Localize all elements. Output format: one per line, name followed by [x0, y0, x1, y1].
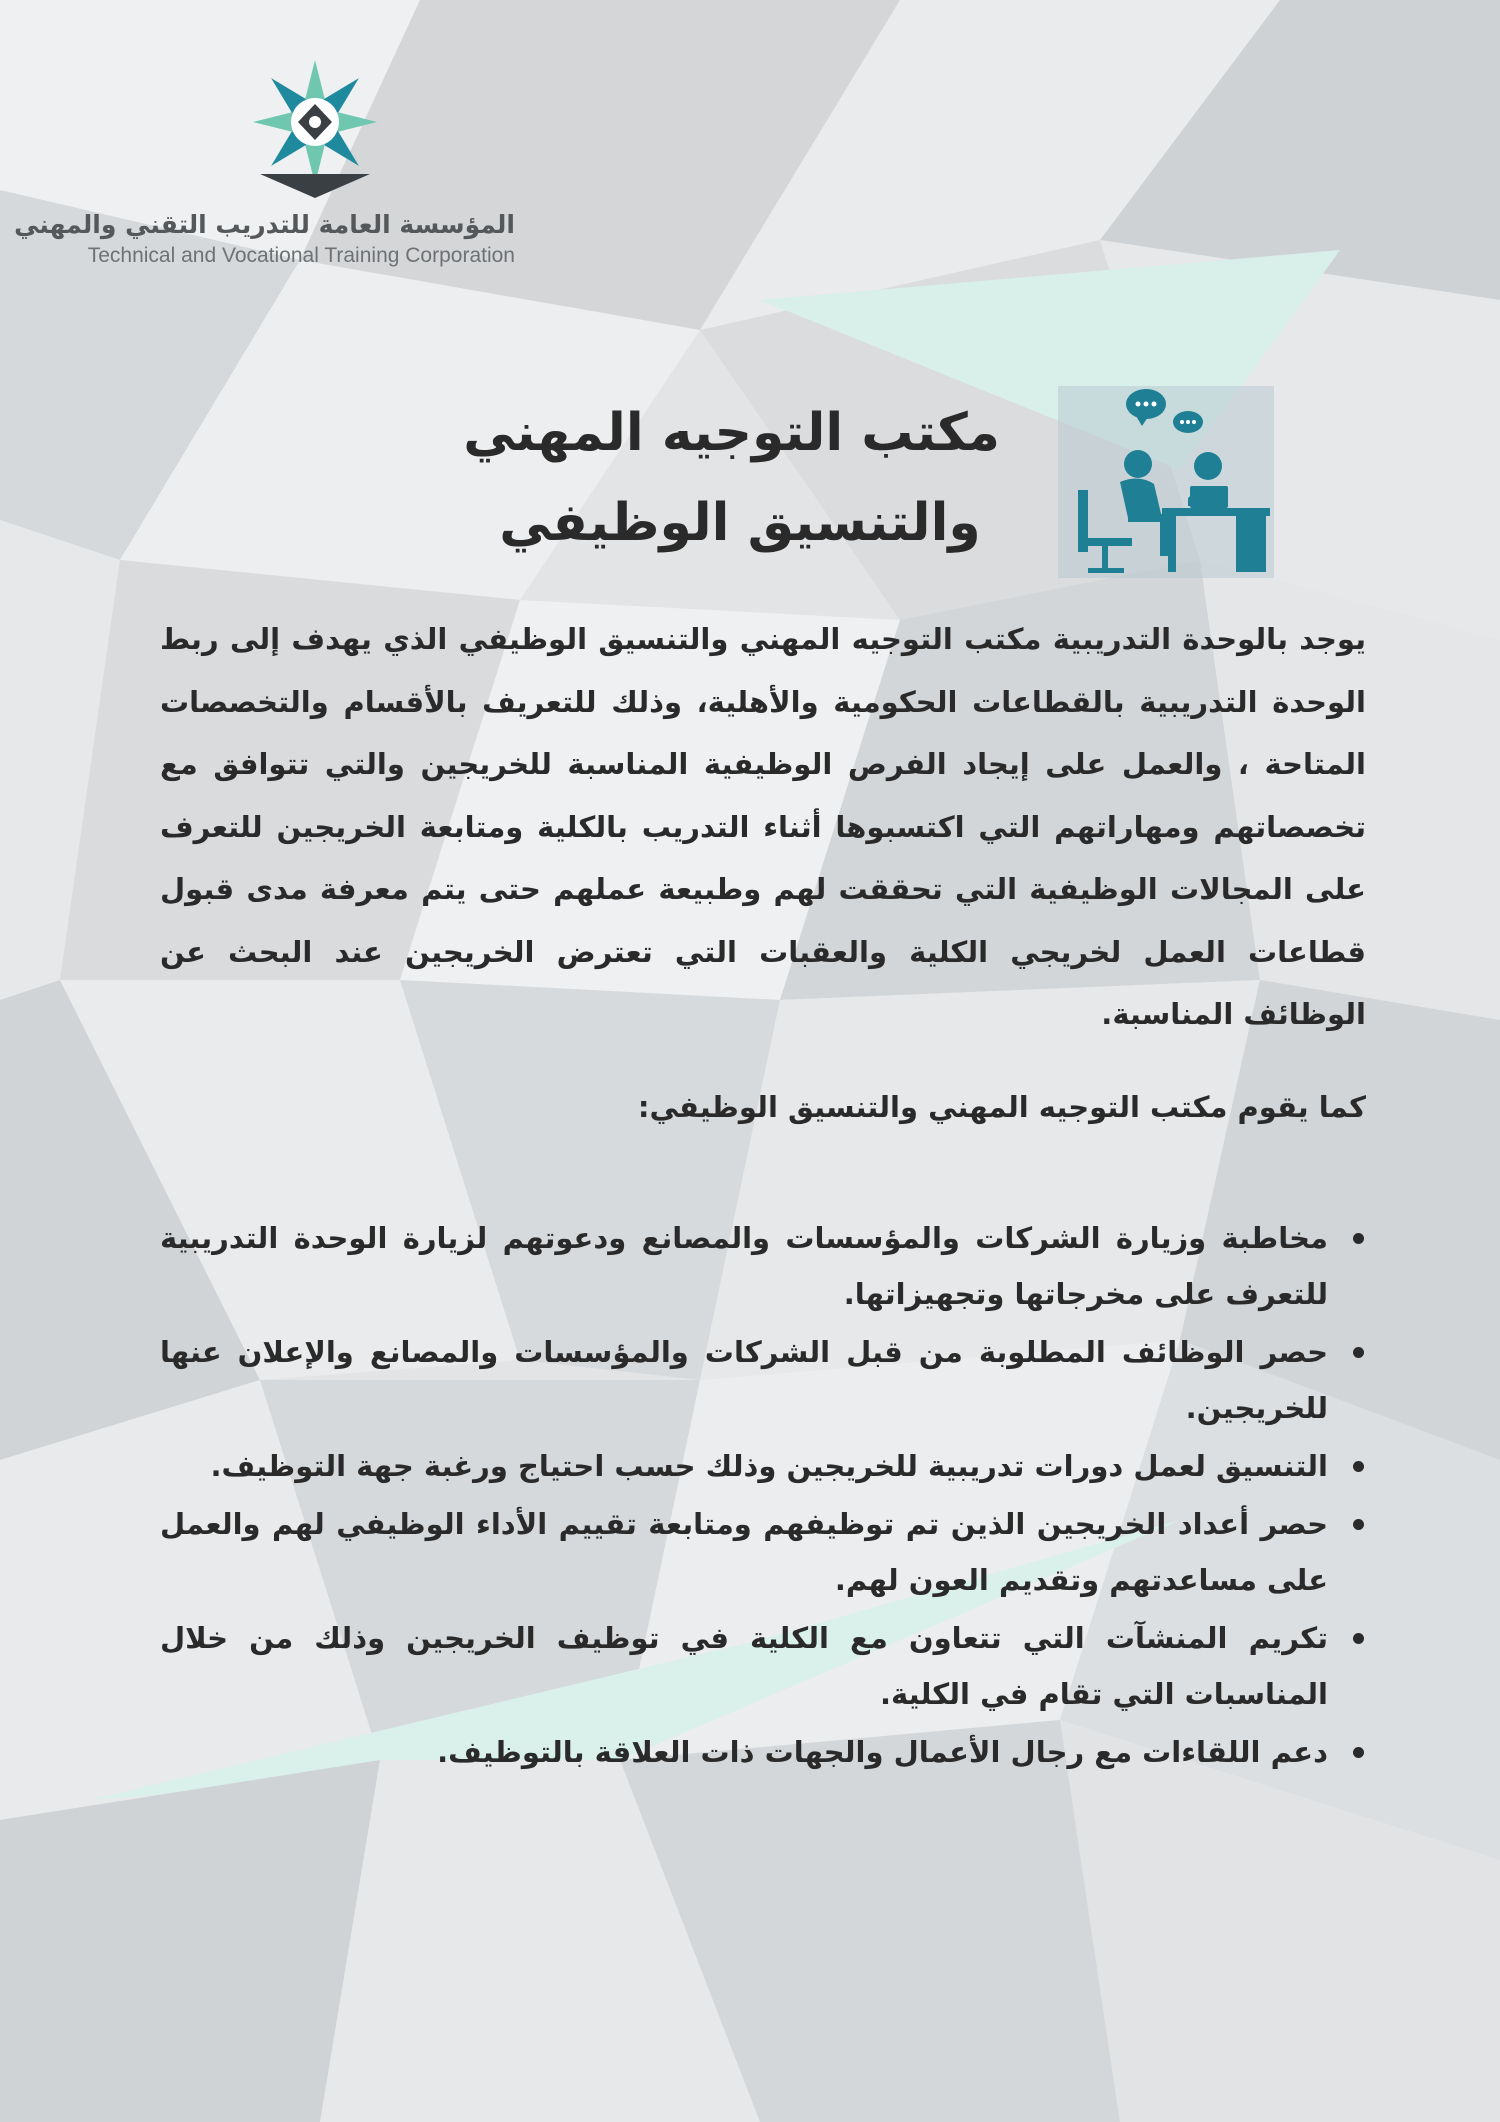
list-item [160, 1496, 1328, 1608]
list-item [160, 1210, 1328, 1322]
bullet-icon [1353, 1519, 1364, 1530]
bullet-icon [1353, 1233, 1364, 1244]
bullet-icon [1353, 1633, 1364, 1644]
page-title [463, 388, 1000, 568]
list-item-text: تكريم المنشآت التي تتعاون مع الكلية في توظيف الخريجين وذلك من خلال المناسبات التي تقام في الكلية. [160, 1621, 1328, 1711]
page-title-line-2: والتنسيق الوظيفي [499, 493, 981, 553]
career-counseling-icon [1058, 386, 1274, 578]
list-item-text: مخاطبة وزيارة الشركات والمؤسسات والمصانع ودعوتهم لزيارة الوحدة التدريبية للتعرف على مخرجاتها وتجهيزاتها. [160, 1221, 1328, 1311]
bullet-icon [1353, 1461, 1364, 1472]
intro-text: يوجد بالوحدة التدريبية مكتب التوجيه المهني والتنسيق الوظيفي الذي يهدف إلى ربط الوحدة التدريبية بالقطاعات الحكومية والأهلية، وذلك للتعريف بالأقسام والتخصصات المتاحة ، والعمل على إيجاد الفرص الوظيفية المناسبة للخريجين والتي تتوافق مع تخصصاتهم ومهاراتهم التي اكتسبوها أثناء التدريب بالكلية ومتابعة الخريجين للتعرف على المجالات الوظيفية التي تحققت لهم وطبيعة عملهم حتى يتم معرفة مدى قبول قطاعات العمل لخريجي الكلية والعقبات التي تعترض الخريجين عند البحث عن الوظائف المناسبة. [160, 622, 1366, 1031]
org-name-arabic: المؤسسة العامة للتدريب التقني والمهني [14, 210, 515, 239]
bullet-icon [1353, 1347, 1364, 1358]
list-item-text: حصر أعداد الخريجين الذين تم توظيفهم ومتابعة تقييم الأداء الوظيفي لهم والعمل على مساعدتهم وتقديم العون لهم. [160, 1507, 1328, 1597]
org-name-english: Technical and Vocational Training Corporation [87, 244, 515, 267]
tasks-list [160, 1210, 1366, 1782]
list-item [160, 1324, 1328, 1436]
list-item [160, 1610, 1328, 1722]
tasks-heading: كما يقوم مكتب التوجيه المهني والتنسيق الوظيفي: [637, 1090, 1366, 1124]
list-item [160, 1724, 1328, 1780]
list-item-text: حصر الوظائف المطلوبة من قبل الشركات والمؤسسات والمصانع والإعلان عنها للخريجين. [160, 1335, 1328, 1425]
org-logo [14, 52, 520, 282]
intro-paragraph [160, 608, 1366, 1046]
list-item-text: دعم اللقاءات مع رجال الأعمال والجهات ذات العلاقة بالتوظيف. [437, 1735, 1328, 1769]
list-item-text: التنسيق لعمل دورات تدريبية للخريجين وذلك حسب احتياج ورغبة جهة التوظيف. [210, 1449, 1328, 1483]
page-title-line-1: مكتب التوجيه المهني [463, 403, 1000, 463]
bullet-icon [1353, 1747, 1364, 1758]
tvtc-logo-icon [240, 52, 390, 202]
list-item [160, 1438, 1328, 1494]
